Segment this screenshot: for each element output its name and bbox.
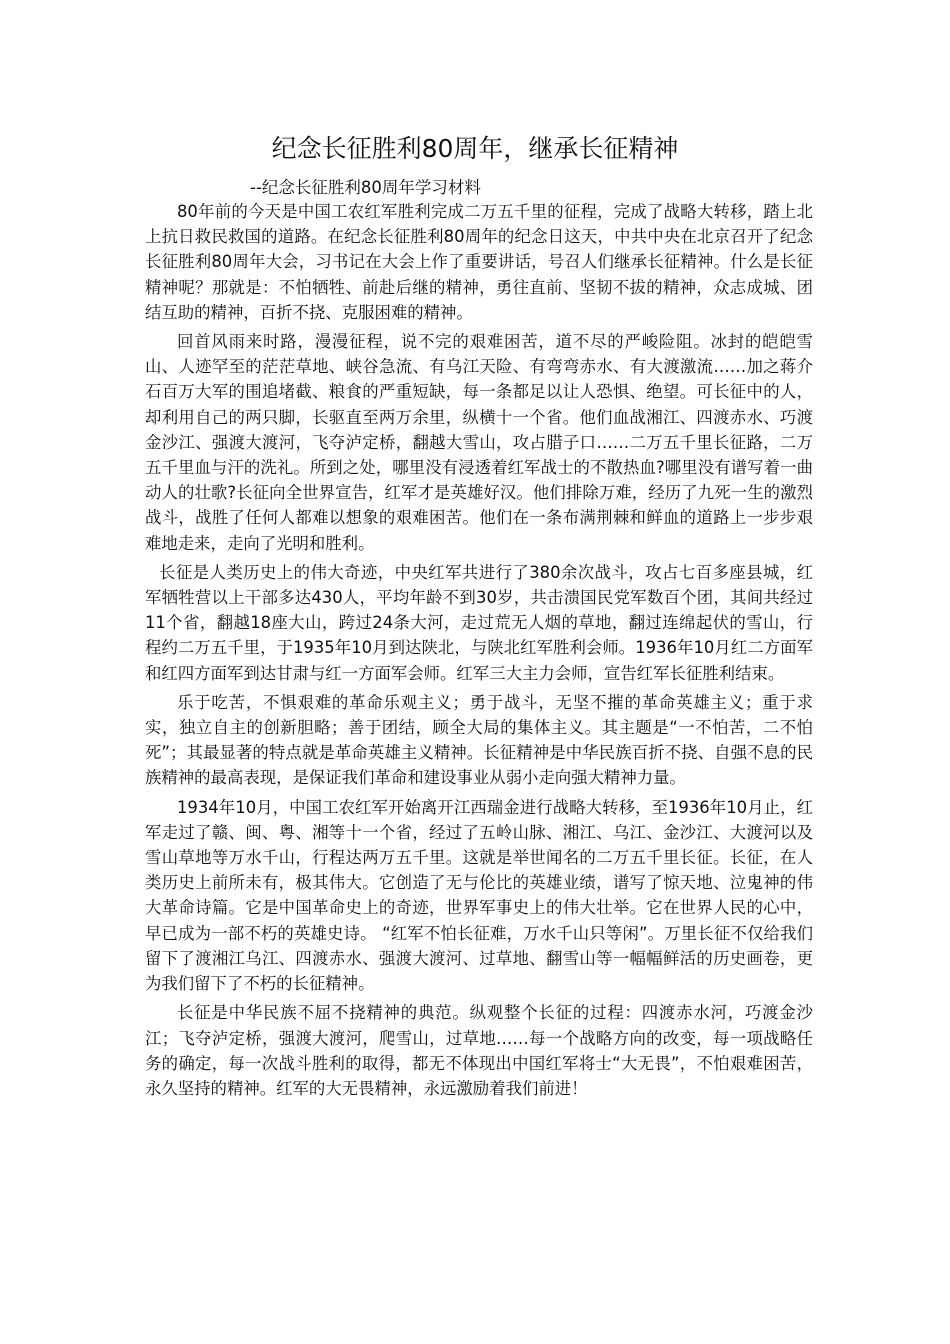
document-subtitle: --纪念长征胜利80周年学习材料 — [250, 178, 481, 197]
paragraph: 1934年10月，中国工农红军开始离开江西瑞金进行战略大转移，至1936年10月止，红军走过了赣、闽、粤、湘等十一个省，经过了五岭山脉、湘江、乌江、金沙江、大渡河以及雪山草地等万水千山，行程达两万五千里。这就是举世闻名的二万五千里长征。长征，在人类历史上前所未有，极其伟大。它创造了无与伦比的英雄业绩，谱写了惊天地、泣鬼神的伟大革命诗篇。它是中国革命史上的奇迹，世界军事史上的伟大壮举。它在世界人民的心中，早已成为一部不朽的英雄史诗。 “红军不怕长征难，万水千山只等闲”。万里长征不仅给我们留下了渡湘江乌江、四渡赤水、强渡大渡河、过草地、翻雪山等一幅幅鲜活的历史画卷，更为我们留下了不朽的长征精神。 — [145, 797, 813, 994]
paragraph: 长征是中华民族不屈不挠精神的典范。纵观整个长征的过程：四渡赤水河，巧渡金沙江；飞夺泸定桥，强渡大渡河，爬雪山，过草地……每一个战略方向的改变，每一项战略任务的确定，每一次战斗胜利的取得，都无不体现出中国红军将士“大无畏”，不怕艰难困苦，永久坚持的精神。红军的大无畏精神，永远激励着我们前进！ — [145, 1003, 813, 1098]
paragraph: 乐于吃苦，不惧艰难的革命乐观主义；勇于战斗，无坚不摧的革命英雄主义；重于求实，独立自主的创新胆略；善于团结，顾全大局的集体主义。其主题是“一不怕苦，二不怕死”；其最显著的特点就是革命英雄主义精神。长征精神是中华民族百折不挠、自强不息的民族精神的最高表现，是保证我们革命和建设事业从弱小走向强大精神力量。 — [145, 692, 813, 788]
paragraph: 长征是人类历史上的伟大奇迹，中央红军共进行了380余次战斗，攻占七百多座县城，红军牺牲营以上干部多达430人，平均年龄不到30岁，共击溃国民党军数百个团，其间共经过11个省，翻越18座大山，跨过24条大河，走过荒无人烟的草地，翻过连绵起伏的雪山，行程约二万五千里，于1935年10月到达陕北，与陕北红军胜利会师。1936年10月红二方面军和红四方面军到达甘肃与红一方面军会师。红军三大主力会师，宣告红军长征胜利结束。 — [145, 562, 813, 683]
document-title: 纪念长征胜利80周年，继承长征精神 — [271, 134, 679, 163]
paragraph: 80年前的今天是中国工农红军胜利完成二万五千里的征程，完成了战略大转移，踏上北上抗日救民救国的道路。在纪念长征胜利80周年的纪念日这天，中共中央在北京召开了纪念长征胜利80周年大会，习书记在大会上作了重要讲话，号召人们继承长征精神。什么是长征精神呢？那就是：不怕牺牲、前赴后继的精神，勇往直前、坚韧不拔的精神，众志成城、团结互助的精神，百折不挠、克服困难的精神。 — [145, 202, 813, 322]
paragraph: 回首风雨来时路，漫漫征程，说不完的艰难困苦，道不尽的严峻险阻。冰封的皑皑雪山、人迹罕至的茫茫草地、峡谷急流、有乌江天险、有弯弯赤水、有大渡激流……加之蒋介石百万大军的围追堵截、粮食的严重短缺，每一条都足以让人恐惧、绝望。可长征中的人，却利用自己的两只脚，长驱直至两万余里，纵横十一个省。他们血战湘江、四渡赤水、巧渡金沙江、强渡大渡河，飞夺泸定桥，翻越大雪山，攻占腊子口……二万五千里长征路，二万五千里血与汗的洗礼。所到之处，哪里没有浸透着红军战士的不散热血?哪里没有谱写着一曲动人的壮歌?长征向全世界宣告，红军才是英雄好汉。他们排除万难，经历了九死一生的激烈战斗，战胜了任何人都难以想象的艰难困苦。他们在一条布满荆棘和鲜血的道路上一步步艰难地走来，走向了光明和胜利。 — [145, 332, 813, 553]
document-body — [145, 199, 813, 1105]
